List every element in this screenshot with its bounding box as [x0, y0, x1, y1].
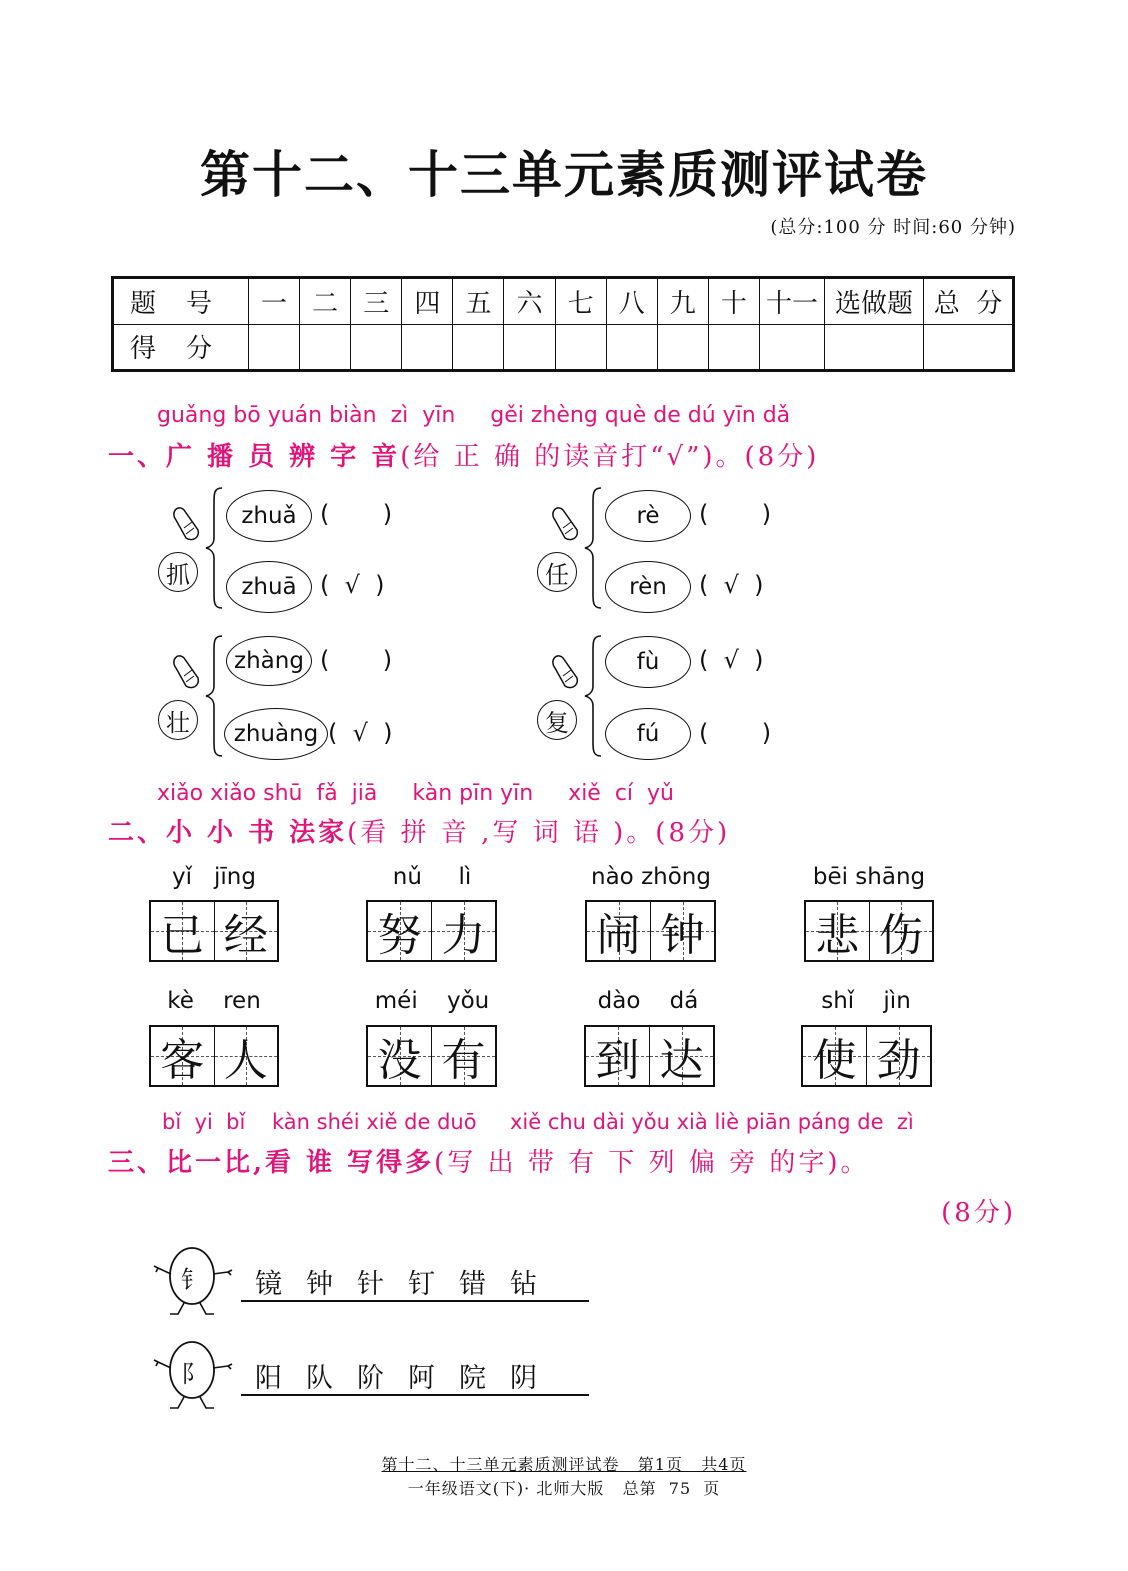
pinyin-option[interactable]: rèn [605, 561, 691, 613]
answer-paren[interactable]: ( ) [699, 719, 772, 747]
word-grid[interactable] [801, 1025, 932, 1087]
word-grid[interactable] [366, 900, 497, 962]
target-character: 抓 [158, 552, 198, 592]
answer-paren[interactable]: ( √ ) [328, 719, 393, 747]
char-cell: 已 [151, 902, 215, 960]
target-character: 壮 [158, 700, 198, 740]
score-cell[interactable] [606, 324, 657, 371]
char-cell: 客 [151, 1027, 215, 1085]
speaker-brace-icon [527, 482, 607, 612]
page-title: 第十二、十三单元素质测评试卷 [200, 145, 928, 204]
char-cell: 没 [368, 1027, 432, 1085]
score-table-col: 选做题 [825, 278, 924, 325]
score-table [111, 276, 1015, 372]
check-mark: √ [723, 646, 739, 674]
check-mark: √ [723, 571, 739, 599]
score-time-info: (总分:100 分 时间:60 分钟) [770, 217, 1016, 238]
section2-title: 二、小 小 书 法家 [108, 818, 348, 848]
section2-pinyin: xiǎo xiǎo shū fǎ jiā kàn pīn yīn xiě cí yǔ [157, 781, 674, 806]
score-cell[interactable] [402, 324, 453, 371]
score-table-col: 十一 [760, 278, 825, 325]
check-mark: √ [352, 719, 368, 747]
section3-pinyin: bǐ yi bǐ kàn shéi xiě de duō xiě chu dài yǒu xià liè piān páng de zì [162, 1110, 914, 1134]
char-cell: 钟 [651, 902, 714, 960]
pronunciation-group [148, 630, 448, 760]
target-character: 任 [537, 552, 577, 592]
pronunciation-group [148, 482, 448, 612]
speaker-brace-icon [527, 630, 607, 760]
score-table-row-label: 得分 [113, 324, 249, 371]
answer-paren[interactable]: ( ) [699, 500, 772, 528]
section2-heading [108, 812, 730, 849]
footer-line-2: 一年级语文(下)· 北师大版 总第 75 页 [407, 1479, 721, 1498]
section1-title: 一、广 播 员 辨 字 音 [108, 442, 401, 472]
char-cell: 劲 [867, 1027, 930, 1085]
answer-paren[interactable]: ( √ ) [699, 571, 764, 599]
score-table-col: 一 [249, 278, 300, 325]
char-cell: 达 [650, 1027, 713, 1085]
score-table-col: 八 [606, 278, 657, 325]
char-cell: 悲 [806, 902, 870, 960]
word-pinyin: dào dá [597, 988, 699, 1014]
radical-label: 阝 [181, 1360, 205, 1388]
char-cell: 有 [432, 1027, 495, 1085]
pinyin-option[interactable]: fù [605, 636, 691, 688]
section3-title: 三、比一比,看 谁 写得多 [108, 1148, 435, 1178]
score-cell[interactable] [249, 324, 300, 371]
score-table-col: 五 [453, 278, 504, 325]
char-cell: 到 [586, 1027, 650, 1085]
pronunciation-group [527, 482, 827, 612]
char-cell: 人 [215, 1027, 278, 1085]
score-cell[interactable] [555, 324, 606, 371]
radical-answer-line[interactable]: 阳队阶阿院阴 [241, 1356, 589, 1396]
score-cell[interactable] [657, 324, 708, 371]
word-grid[interactable] [149, 900, 279, 962]
pinyin-option[interactable]: zhuǎ [226, 490, 312, 542]
answer-paren[interactable]: ( √ ) [320, 571, 385, 599]
word-pinyin: nǔ lì [392, 864, 472, 890]
score-cell[interactable] [708, 324, 759, 371]
char-cell: 闹 [587, 902, 651, 960]
score-table-score-row [113, 324, 1014, 371]
word-pinyin: yǐ jīng [172, 864, 256, 890]
section3-instruction: (写 出 带 有 下 列 偏 旁 的字)。 [434, 1148, 870, 1178]
score-cell[interactable] [300, 324, 351, 371]
score-table-col: 四 [402, 278, 453, 325]
word-pinyin: bēi shāng [812, 864, 926, 890]
pinyin-option[interactable]: rè [605, 490, 691, 542]
word-grid[interactable] [366, 1025, 497, 1087]
score-table-col: 七 [555, 278, 606, 325]
score-table-col: 九 [657, 278, 708, 325]
answer-paren[interactable]: ( √ ) [699, 646, 764, 674]
char-cell: 努 [368, 902, 432, 960]
score-table-col: 六 [504, 278, 555, 325]
word-grid[interactable] [804, 900, 934, 962]
section1-heading [108, 436, 819, 473]
section3-points: (8分) [941, 1198, 1016, 1228]
score-cell[interactable] [825, 324, 924, 371]
score-table-col: 十 [708, 278, 759, 325]
word-grid[interactable] [584, 1025, 715, 1087]
char-cell: 力 [432, 902, 495, 960]
pinyin-option[interactable]: fú [605, 708, 691, 760]
section3-heading [108, 1142, 870, 1179]
char-cell: 使 [803, 1027, 867, 1085]
pinyin-option[interactable]: zhàng [226, 636, 312, 686]
score-cell[interactable] [760, 324, 825, 371]
char-cell: 伤 [870, 902, 933, 960]
section2-instruction: (看 拼 音 ,写 词 语 )。(8分) [347, 818, 731, 848]
check-mark: √ [344, 571, 360, 599]
target-character: 复 [537, 700, 577, 740]
section1-instruction: (给 正 确 的读音打“√”)。(8分) [400, 442, 820, 472]
score-table-col: 二 [300, 278, 351, 325]
score-table-header-row [113, 278, 1014, 325]
answer-paren[interactable]: ( ) [320, 646, 393, 674]
score-cell[interactable] [504, 324, 555, 371]
radical-answer-line[interactable]: 镜钟针钉错钻 [241, 1262, 589, 1302]
pinyin-option[interactable]: zhuàng [224, 708, 328, 760]
score-cell[interactable] [351, 324, 402, 371]
word-grid[interactable] [585, 900, 716, 962]
word-grid[interactable] [149, 1025, 279, 1087]
score-cell[interactable] [924, 324, 1014, 371]
word-pinyin: nào zhōng [591, 864, 711, 890]
word-pinyin: shǐ jìn [821, 988, 911, 1014]
score-table-row-label: 题号 [113, 278, 249, 325]
char-cell: 经 [215, 902, 278, 960]
speaker-brace-icon [148, 630, 228, 760]
score-table-col: 总 分 [924, 278, 1014, 325]
word-pinyin: méi yǒu [374, 988, 490, 1014]
word-pinyin: kè ren [167, 988, 261, 1014]
pronunciation-group [527, 630, 827, 760]
score-table-col: 三 [351, 278, 402, 325]
score-cell[interactable] [453, 324, 504, 371]
speaker-brace-icon [148, 482, 228, 612]
section1-pinyin: guǎng bō yuán biàn zì yīn gěi zhèng què de dú yīn dǎ [157, 403, 791, 428]
answer-paren[interactable]: ( ) [320, 500, 393, 528]
pinyin-option[interactable]: zhuā [226, 561, 312, 613]
footer-line-1: 第十二、十三单元素质测评试卷 第1页 共4页 [381, 1455, 747, 1474]
radical-label: 钅 [181, 1266, 205, 1294]
